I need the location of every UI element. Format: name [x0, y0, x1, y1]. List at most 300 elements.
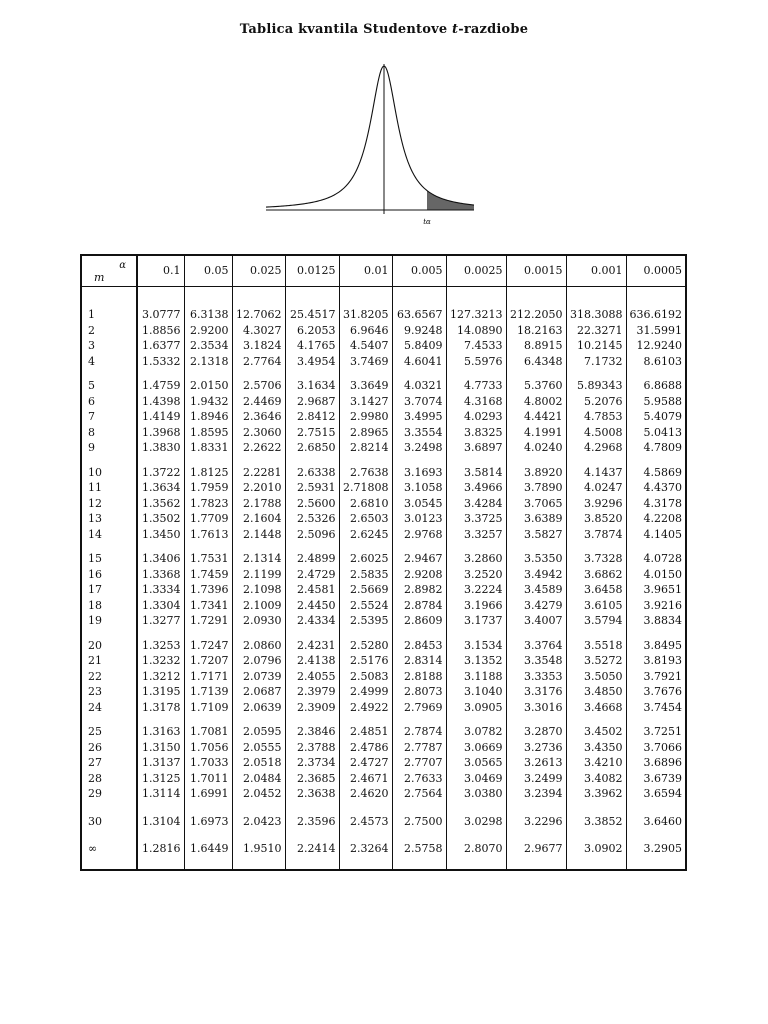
quantile-value-cell: 2.3909 [285, 700, 339, 716]
table-row [81, 323, 686, 339]
quantile-value-cell: 3.3852 [566, 814, 626, 830]
quantile-value-cell: 2.4786 [339, 740, 392, 756]
quantile-value-cell: 3.1188 [446, 669, 506, 685]
quantile-value-cell: 3.4502 [566, 724, 626, 740]
quantile-value-cell: 3.1352 [446, 653, 506, 669]
degrees-of-freedom-cell: 28 [81, 771, 137, 787]
quantile-value-cell: 2.8188 [392, 669, 446, 685]
alpha-column-header: 0.025 [232, 255, 285, 287]
quantile-value-cell: 2.1604 [232, 511, 285, 527]
quantile-value-cell: 4.5869 [626, 465, 686, 481]
quantile-value-cell: 2.3734 [285, 755, 339, 771]
quantile-value-cell: 3.0545 [392, 496, 446, 512]
quantile-value-cell: 3.2736 [506, 740, 566, 756]
quantile-value-cell: 5.89343 [566, 378, 626, 394]
quantile-value-cell: 3.9216 [626, 598, 686, 614]
quantile-value-cell: 2.9677 [506, 841, 566, 857]
table-row [81, 724, 686, 740]
quantile-value-cell: 1.7396 [184, 582, 232, 598]
quantile-value-cell: 18.2163 [506, 323, 566, 339]
degrees-of-freedom-cell: 27 [81, 755, 137, 771]
table-row [81, 582, 686, 598]
quantile-value-cell: 4.0728 [626, 551, 686, 567]
quantile-value-cell: 5.2076 [566, 394, 626, 410]
table-row [81, 771, 686, 787]
quantile-value-cell: 2.3534 [184, 338, 232, 354]
table-row [81, 740, 686, 756]
quantile-value-cell: 4.0293 [446, 409, 506, 425]
degrees-of-freedom-cell: 23 [81, 684, 137, 700]
quantile-value-cell: 1.3178 [137, 700, 184, 716]
quantile-value-cell: 2.5395 [339, 613, 392, 629]
table-row [81, 409, 686, 425]
degrees-of-freedom-cell: 26 [81, 740, 137, 756]
quantile-value-cell: 4.1405 [626, 527, 686, 543]
quantile-value-cell: 4.1765 [285, 338, 339, 354]
degrees-of-freedom-cell: 8 [81, 425, 137, 441]
quantile-value-cell: 3.1824 [232, 338, 285, 354]
quantile-value-cell: 1.3137 [137, 755, 184, 771]
quantile-value-cell: 2.7764 [232, 354, 285, 370]
quantile-value-cell: 1.3150 [137, 740, 184, 756]
quantile-value-cell: 2.1199 [232, 567, 285, 583]
quantile-value-cell: 2.4055 [285, 669, 339, 685]
quantile-value-cell: 1.8946 [184, 409, 232, 425]
quantile-value-cell: 2.3788 [285, 740, 339, 756]
quantile-value-cell: 2.0687 [232, 684, 285, 700]
quantile-value-cell: 2.8214 [339, 440, 392, 456]
quantile-value-cell: 2.9467 [392, 551, 446, 567]
quantile-value-cell: 127.3213 [446, 307, 506, 323]
quantile-value-cell: 3.1634 [285, 378, 339, 394]
table-row [81, 394, 686, 410]
quantile-value-cell: 2.2414 [285, 841, 339, 857]
alpha-column-header: 0.005 [392, 255, 446, 287]
quantile-value-cell: 22.3271 [566, 323, 626, 339]
quantile-value-cell: 2.1009 [232, 598, 285, 614]
quantile-value-cell: 3.1058 [392, 480, 446, 496]
table-row [81, 814, 686, 830]
quantile-value-cell: 2.7874 [392, 724, 446, 740]
quantile-value-cell: 2.4450 [285, 598, 339, 614]
quantile-value-cell: 1.6973 [184, 814, 232, 830]
quantile-value-cell: 3.0380 [446, 786, 506, 802]
quantile-value-cell: 3.4350 [566, 740, 626, 756]
quantile-value-cell: 1.4759 [137, 378, 184, 394]
quantile-value-cell: 2.7633 [392, 771, 446, 787]
quantile-value-cell: 2.0518 [232, 755, 285, 771]
quantile-value-cell: 3.4007 [506, 613, 566, 629]
quantile-value-cell: 3.0669 [446, 740, 506, 756]
degrees-of-freedom-cell: 16 [81, 567, 137, 583]
quantile-value-cell: 636.6192 [626, 307, 686, 323]
quantile-value-cell: 2.4334 [285, 613, 339, 629]
quantile-value-cell: 3.0777 [137, 307, 184, 323]
quantile-value-cell: 3.4082 [566, 771, 626, 787]
quantile-value-cell: 2.5083 [339, 669, 392, 685]
quantile-value-cell: 3.3725 [446, 511, 506, 527]
quantile-value-cell: 3.1534 [446, 638, 506, 654]
quantile-value-cell: 2.7564 [392, 786, 446, 802]
quantile-value-cell: 1.7109 [184, 700, 232, 716]
degrees-of-freedom-cell: 11 [81, 480, 137, 496]
quantile-value-cell: 2.5326 [285, 511, 339, 527]
quantile-value-cell: 4.4370 [626, 480, 686, 496]
quantile-value-cell: 3.4850 [566, 684, 626, 700]
quantile-value-cell: 3.2296 [506, 814, 566, 830]
quantile-value-cell: 3.7921 [626, 669, 686, 685]
quantile-value-cell: 3.0123 [392, 511, 446, 527]
quantile-value-cell: 6.2053 [285, 323, 339, 339]
quantile-value-cell: 1.7959 [184, 480, 232, 496]
quantile-value-cell: 3.8193 [626, 653, 686, 669]
quantile-value-cell: 2.3060 [232, 425, 285, 441]
quantile-value-cell: 4.4421 [506, 409, 566, 425]
table-row [81, 551, 686, 567]
quantile-value-cell: 2.4138 [285, 653, 339, 669]
quantile-value-cell: 3.5794 [566, 613, 626, 629]
quantile-value-cell: 2.2010 [232, 480, 285, 496]
quantile-value-cell: 2.5524 [339, 598, 392, 614]
quantile-value-cell: 3.6389 [506, 511, 566, 527]
quantile-value-cell: 3.1966 [446, 598, 506, 614]
degrees-of-freedom-cell: 9 [81, 440, 137, 456]
quantile-value-cell: 1.3562 [137, 496, 184, 512]
quantile-value-cell: 3.7676 [626, 684, 686, 700]
quantile-value-cell: 2.9208 [392, 567, 446, 583]
quantile-value-cell: 2.4581 [285, 582, 339, 598]
quantile-value-cell: 3.8834 [626, 613, 686, 629]
quantile-value-cell: 3.2613 [506, 755, 566, 771]
quantile-value-cell: 2.8453 [392, 638, 446, 654]
quantile-value-cell: 4.6041 [392, 354, 446, 370]
quantile-value-cell: 3.5350 [506, 551, 566, 567]
quantile-value-cell: 4.2208 [626, 511, 686, 527]
quantile-value-cell: 6.3138 [184, 307, 232, 323]
quantile-value-cell: 3.6105 [566, 598, 626, 614]
quantile-value-cell: 3.8325 [446, 425, 506, 441]
degrees-of-freedom-cell: 1 [81, 307, 137, 323]
degrees-of-freedom-cell: 25 [81, 724, 137, 740]
quantile-value-cell: 2.4727 [339, 755, 392, 771]
quantile-value-cell: 2.7638 [339, 465, 392, 481]
alpha-header-label: α [119, 260, 126, 271]
quantile-value-cell: 1.7011 [184, 771, 232, 787]
table-corner-cell [81, 255, 137, 287]
table-row [81, 638, 686, 654]
quantile-value-cell: 1.7207 [184, 653, 232, 669]
quantile-value-cell: 2.4231 [285, 638, 339, 654]
quantile-value-cell: 1.6377 [137, 338, 184, 354]
quantile-value-cell: 1.6449 [184, 841, 232, 857]
quantile-value-cell: 2.4573 [339, 814, 392, 830]
quantile-value-cell: 2.0555 [232, 740, 285, 756]
quantile-value-cell: 3.7328 [566, 551, 626, 567]
quantile-value-cell: 2.3979 [285, 684, 339, 700]
shaded-tail-area [427, 191, 474, 210]
quantile-value-cell: 3.3016 [506, 700, 566, 716]
quantile-value-cell: 3.3176 [506, 684, 566, 700]
quantile-value-cell: 212.2050 [506, 307, 566, 323]
quantile-value-cell: 3.0902 [566, 841, 626, 857]
quantile-value-cell: 9.9248 [392, 323, 446, 339]
quantile-value-cell: 3.8920 [506, 465, 566, 481]
quantile-value-cell: 2.8314 [392, 653, 446, 669]
quantile-value-cell: 2.4671 [339, 771, 392, 787]
quantile-value-cell: 3.7469 [339, 354, 392, 370]
quantile-value-cell: 2.8609 [392, 613, 446, 629]
quantile-value-cell: 2.6338 [285, 465, 339, 481]
quantile-value-cell: 2.6503 [339, 511, 392, 527]
alpha-column-header: 0.0125 [285, 255, 339, 287]
quantile-value-cell: 4.1437 [566, 465, 626, 481]
table-row [81, 511, 686, 527]
quantile-value-cell: 2.9768 [392, 527, 446, 543]
quantile-label: tα [423, 218, 431, 226]
quantile-value-cell: 1.3502 [137, 511, 184, 527]
quantile-value-cell: 3.1427 [339, 394, 392, 410]
quantile-value-cell: 3.7890 [506, 480, 566, 496]
table-row [81, 700, 686, 716]
quantile-value-cell: 4.7809 [626, 440, 686, 456]
quantile-value-cell: 2.4729 [285, 567, 339, 583]
table-row [81, 480, 686, 496]
quantile-value-cell: 2.1318 [184, 354, 232, 370]
quantile-value-cell: 2.5280 [339, 638, 392, 654]
quantile-value-cell: 2.2622 [232, 440, 285, 456]
table-row [81, 567, 686, 583]
quantile-value-cell: 3.2520 [446, 567, 506, 583]
degrees-of-freedom-cell: 7 [81, 409, 137, 425]
quantile-value-cell: 2.0860 [232, 638, 285, 654]
quantile-value-cell: 1.3277 [137, 613, 184, 629]
table-row [81, 755, 686, 771]
quantile-value-cell: 4.7733 [446, 378, 506, 394]
quantile-value-cell: 2.4469 [232, 394, 285, 410]
quantile-value-cell: 3.0565 [446, 755, 506, 771]
quantile-value-cell: 2.8965 [339, 425, 392, 441]
quantile-value-cell: 3.5518 [566, 638, 626, 654]
quantile-value-cell: 1.7823 [184, 496, 232, 512]
quantile-value-cell: 5.0413 [626, 425, 686, 441]
degrees-of-freedom-header-label: m [94, 271, 105, 284]
table-row [81, 378, 686, 394]
quantile-value-cell: 7.1732 [566, 354, 626, 370]
quantile-value-cell: 3.6897 [446, 440, 506, 456]
quantile-value-cell: 3.1040 [446, 684, 506, 700]
quantile-value-cell: 5.3760 [506, 378, 566, 394]
alpha-column-header: 0.001 [566, 255, 626, 287]
quantile-value-cell: 1.3406 [137, 551, 184, 567]
quantile-value-cell: 2.6245 [339, 527, 392, 543]
degrees-of-freedom-cell: ∞ [81, 841, 137, 857]
table-row [81, 307, 686, 323]
alpha-column-header: 0.0005 [626, 255, 686, 287]
quantile-value-cell: 2.7515 [285, 425, 339, 441]
quantile-value-cell: 4.2968 [566, 440, 626, 456]
quantile-value-cell: 1.7459 [184, 567, 232, 583]
quantile-value-cell: 2.6850 [285, 440, 339, 456]
quantile-value-cell: 2.6810 [339, 496, 392, 512]
quantile-value-cell: 1.6991 [184, 786, 232, 802]
quantile-value-cell: 3.3764 [506, 638, 566, 654]
quantile-value-cell: 2.2281 [232, 465, 285, 481]
degrees-of-freedom-cell: 20 [81, 638, 137, 654]
quantile-value-cell: 3.7066 [626, 740, 686, 756]
quantile-value-cell: 63.6567 [392, 307, 446, 323]
table-row [81, 354, 686, 370]
quantile-value-cell: 3.3353 [506, 669, 566, 685]
quantile-value-cell: 3.6594 [626, 786, 686, 802]
quantile-value-cell: 4.5407 [339, 338, 392, 354]
quantile-value-cell: 1.7291 [184, 613, 232, 629]
quantile-value-cell: 2.0423 [232, 814, 285, 830]
quantile-value-cell: 31.8205 [339, 307, 392, 323]
quantile-value-cell: 3.4995 [392, 409, 446, 425]
quantile-value-cell: 12.7062 [232, 307, 285, 323]
quantile-value-cell: 1.7033 [184, 755, 232, 771]
quantile-value-cell: 1.3450 [137, 527, 184, 543]
quantile-value-cell: 3.0298 [446, 814, 506, 830]
title-text-before: Tablica kvantila Studentove [239, 22, 453, 37]
table-row [81, 786, 686, 802]
quantile-value-cell: 1.7709 [184, 511, 232, 527]
quantile-value-cell: 2.4620 [339, 786, 392, 802]
quantile-value-cell: 3.7065 [506, 496, 566, 512]
quantile-value-cell: 1.8595 [184, 425, 232, 441]
quantile-value-cell: 2.8982 [392, 582, 446, 598]
quantile-value-cell: 6.8688 [626, 378, 686, 394]
quantile-value-cell: 2.0639 [232, 700, 285, 716]
quantile-value-cell: 2.9980 [339, 409, 392, 425]
degrees-of-freedom-cell: 10 [81, 465, 137, 481]
quantile-table [80, 254, 687, 871]
degrees-of-freedom-cell: 21 [81, 653, 137, 669]
quantile-value-cell: 2.8073 [392, 684, 446, 700]
quantile-value-cell: 3.6896 [626, 755, 686, 771]
quantile-value-cell: 3.4966 [446, 480, 506, 496]
quantile-value-cell: 5.9588 [626, 394, 686, 410]
quantile-value-cell: 2.4922 [339, 700, 392, 716]
quantile-value-cell: 1.7139 [184, 684, 232, 700]
quantile-value-cell: 5.5976 [446, 354, 506, 370]
table-row [81, 465, 686, 481]
quantile-value-cell: 1.7171 [184, 669, 232, 685]
quantile-value-cell: 2.0595 [232, 724, 285, 740]
quantile-value-cell: 3.0782 [446, 724, 506, 740]
quantile-value-cell: 3.8520 [566, 511, 626, 527]
table-row [81, 496, 686, 512]
quantile-value-cell: 8.8915 [506, 338, 566, 354]
quantile-value-cell: 1.7247 [184, 638, 232, 654]
quantile-value-cell: 3.2394 [506, 786, 566, 802]
quantile-value-cell: 1.7341 [184, 598, 232, 614]
quantile-value-cell: 2.3646 [232, 409, 285, 425]
quantile-value-cell: 3.4589 [506, 582, 566, 598]
quantile-value-cell: 4.0321 [392, 378, 446, 394]
quantile-value-cell: 4.0150 [626, 567, 686, 583]
quantile-value-cell: 2.5096 [285, 527, 339, 543]
quantile-value-cell: 1.7081 [184, 724, 232, 740]
quantile-value-cell: 3.0469 [446, 771, 506, 787]
quantile-value-cell: 3.2860 [446, 551, 506, 567]
quantile-value-cell: 4.3178 [626, 496, 686, 512]
quantile-value-cell: 2.5600 [285, 496, 339, 512]
t-distribution-density-figure [264, 62, 476, 232]
quantile-value-cell: 1.3968 [137, 425, 184, 441]
quantile-value-cell: 3.2905 [626, 841, 686, 857]
alpha-column-header: 0.01 [339, 255, 392, 287]
quantile-value-cell: 1.3334 [137, 582, 184, 598]
quantile-value-cell: 2.3685 [285, 771, 339, 787]
quantile-value-cell: 1.3195 [137, 684, 184, 700]
quantile-value-cell: 3.9651 [626, 582, 686, 598]
quantile-value-cell: 2.0930 [232, 613, 285, 629]
table-row [81, 338, 686, 354]
degrees-of-freedom-cell: 30 [81, 814, 137, 830]
quantile-value-cell: 3.3257 [446, 527, 506, 543]
quantile-value-cell: 2.1448 [232, 527, 285, 543]
degrees-of-freedom-cell: 2 [81, 323, 137, 339]
page-title [0, 22, 768, 37]
quantile-value-cell: 3.2498 [392, 440, 446, 456]
quantile-value-cell: 4.5008 [566, 425, 626, 441]
quantile-value-cell: 4.1991 [506, 425, 566, 441]
quantile-value-cell: 3.4954 [285, 354, 339, 370]
quantile-value-cell: 2.6025 [339, 551, 392, 567]
quantile-value-cell: 1.4149 [137, 409, 184, 425]
quantile-value-cell: 6.4348 [506, 354, 566, 370]
quantile-value-cell: 1.3125 [137, 771, 184, 787]
quantile-value-cell: 1.9510 [232, 841, 285, 857]
quantile-value-cell: 1.3830 [137, 440, 184, 456]
title-variable: t [452, 22, 459, 37]
quantile-value-cell: 2.3638 [285, 786, 339, 802]
quantile-value-cell: 1.8125 [184, 465, 232, 481]
quantile-value-cell: 2.0739 [232, 669, 285, 685]
quantile-value-cell: 2.9687 [285, 394, 339, 410]
degrees-of-freedom-cell: 5 [81, 378, 137, 394]
quantile-value-cell: 2.5931 [285, 480, 339, 496]
degrees-of-freedom-cell: 14 [81, 527, 137, 543]
quantile-value-cell: 2.4899 [285, 551, 339, 567]
quantile-value-cell: 6.9646 [339, 323, 392, 339]
table-row [81, 613, 686, 629]
quantile-value-cell: 1.3368 [137, 567, 184, 583]
quantile-value-cell: 3.4210 [566, 755, 626, 771]
alpha-column-header: 0.1 [137, 255, 184, 287]
quantile-value-cell: 1.7056 [184, 740, 232, 756]
quantile-value-cell: 1.8856 [137, 323, 184, 339]
quantile-value-cell: 2.7707 [392, 755, 446, 771]
quantile-value-cell: 2.5835 [339, 567, 392, 583]
quantile-value-cell: 2.3596 [285, 814, 339, 830]
degrees-of-freedom-cell: 22 [81, 669, 137, 685]
quantile-value-cell: 3.3548 [506, 653, 566, 669]
table-row [81, 669, 686, 685]
table-row [81, 440, 686, 456]
quantile-value-cell: 4.0247 [566, 480, 626, 496]
degrees-of-freedom-cell: 12 [81, 496, 137, 512]
quantile-value-cell: 8.6103 [626, 354, 686, 370]
quantile-value-cell: 2.3846 [285, 724, 339, 740]
quantile-value-cell: 1.8331 [184, 440, 232, 456]
table-row [81, 841, 686, 857]
quantile-value-cell: 2.1788 [232, 496, 285, 512]
quantile-value-cell: 2.71808 [339, 480, 392, 496]
quantile-value-cell: 2.7500 [392, 814, 446, 830]
quantile-value-cell: 2.5706 [232, 378, 285, 394]
